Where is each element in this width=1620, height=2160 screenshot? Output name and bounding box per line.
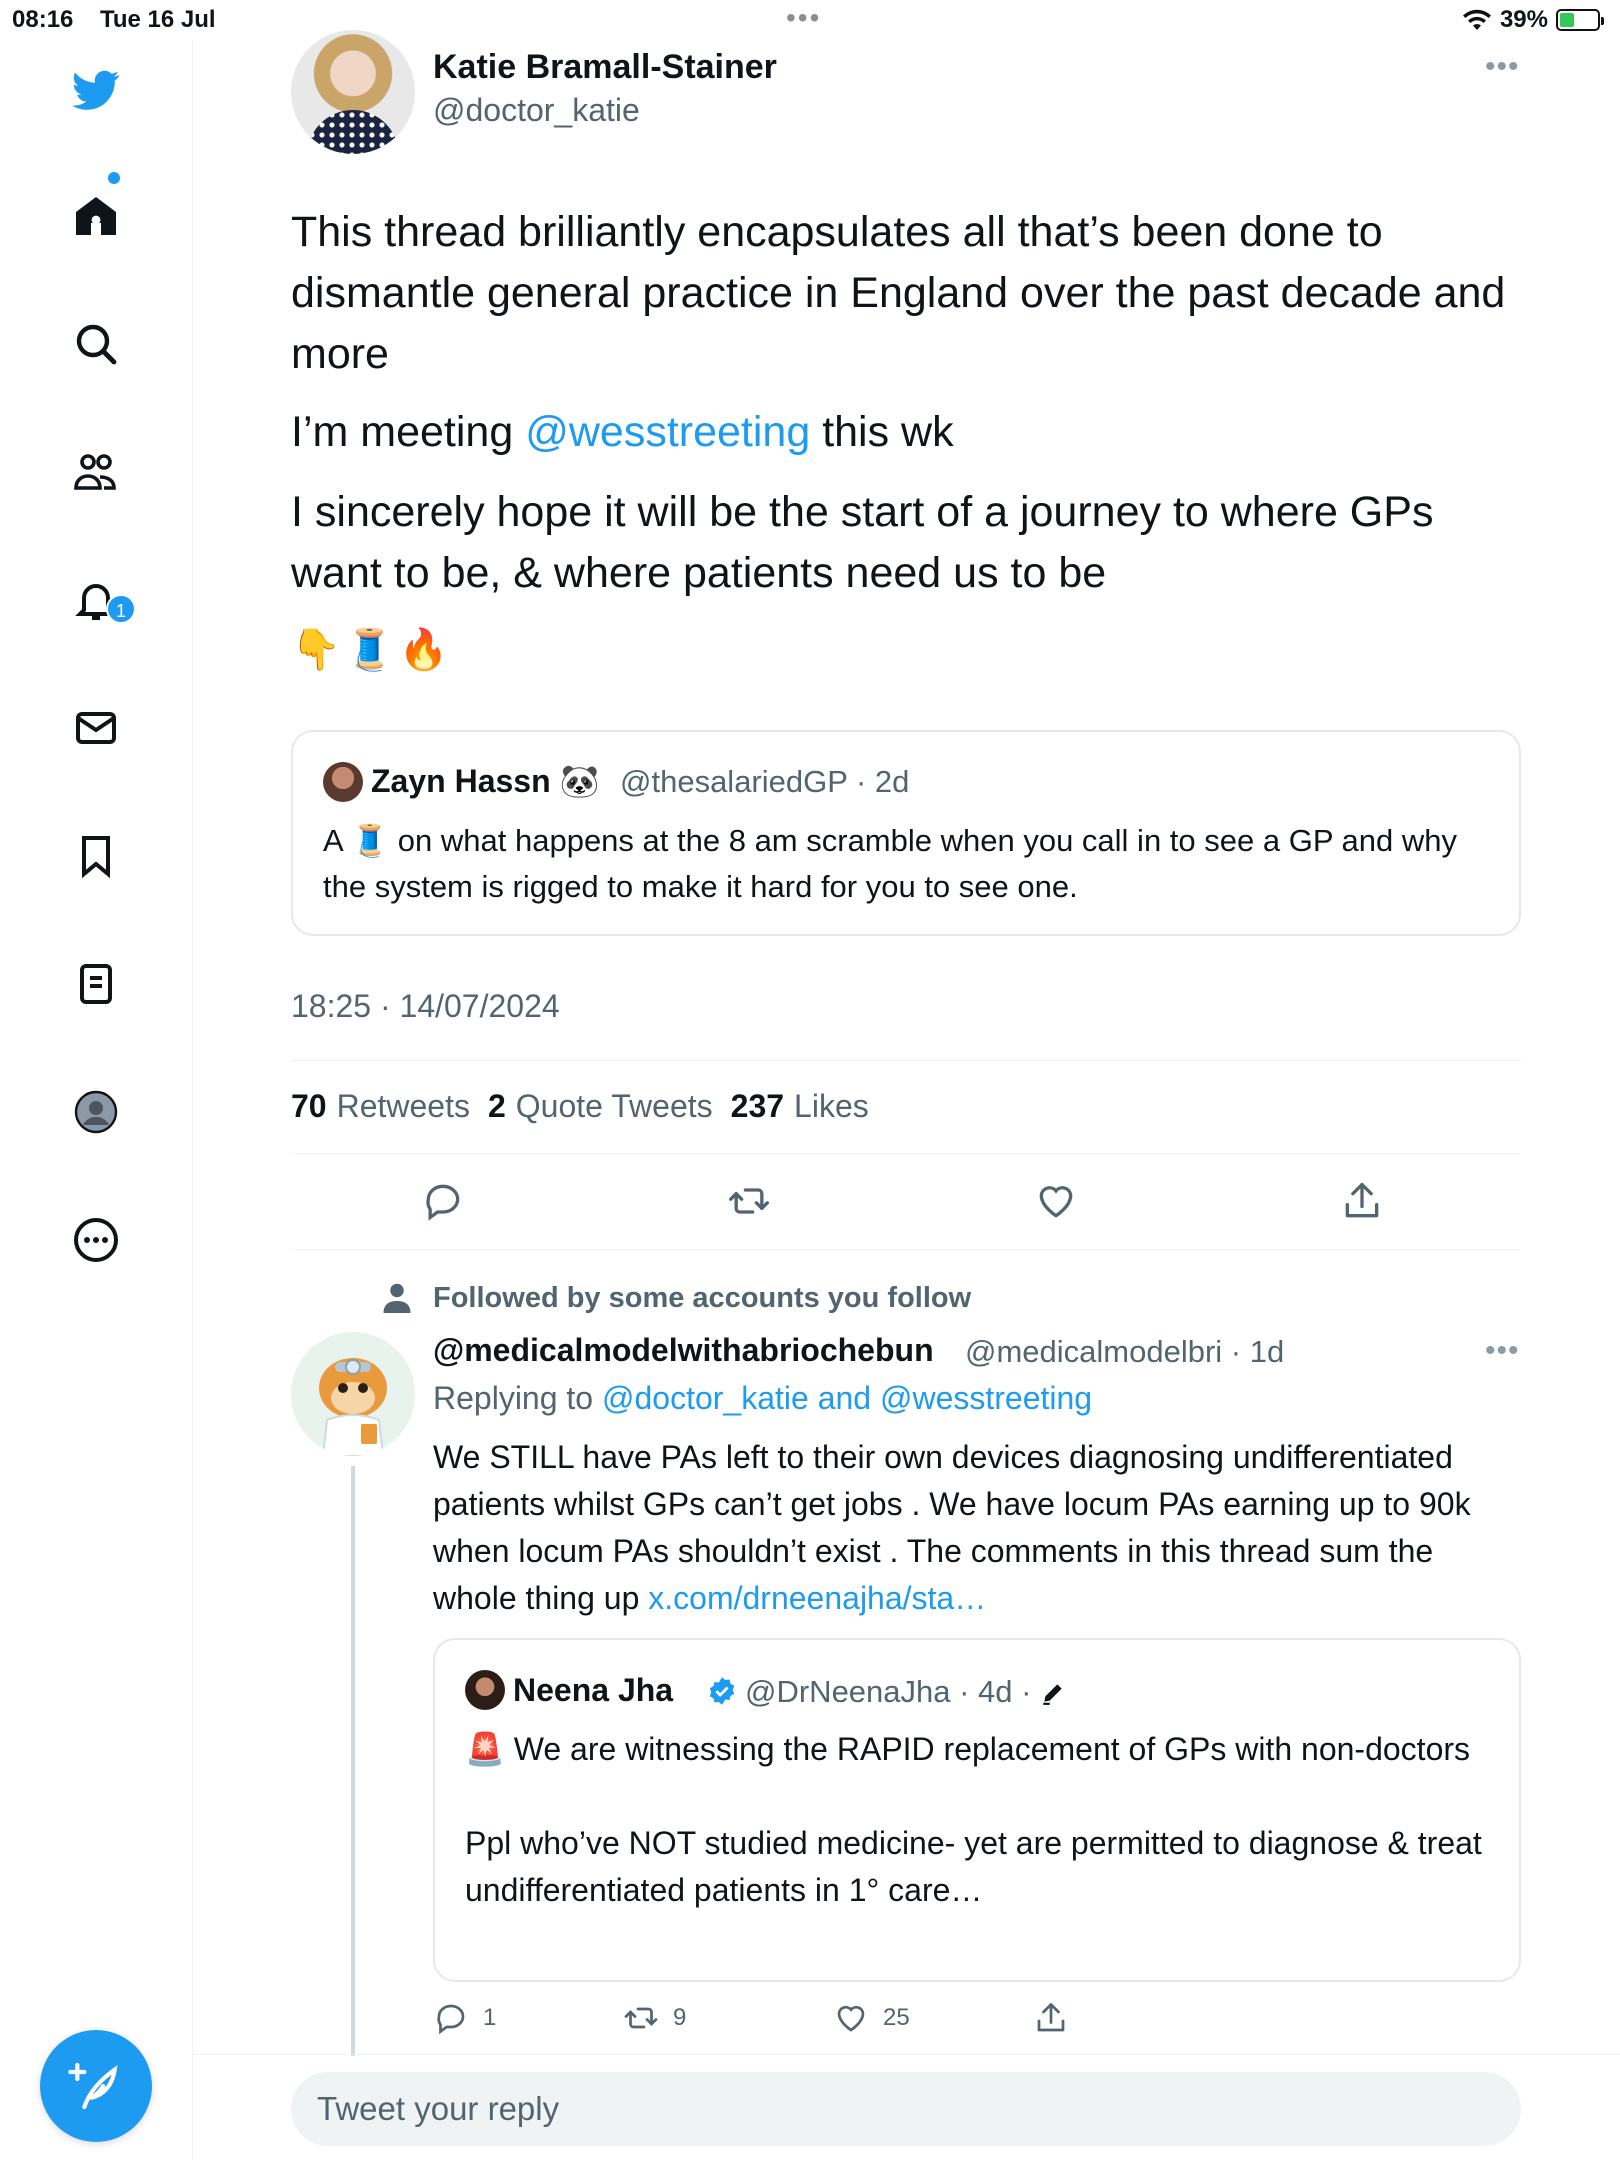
tweet-stats — [291, 1088, 869, 1125]
quoted-tweet-card[interactable] — [291, 730, 1521, 936]
replying-prefix: Replying to — [433, 1380, 602, 1416]
reply-text — [433, 1434, 1523, 1622]
retweets-label: Retweets — [336, 1088, 470, 1124]
reply-likes-count: 25 — [883, 2004, 910, 2031]
profile-avatar-icon[interactable] — [70, 1086, 122, 1138]
tweet-more-icon[interactable]: ••• — [1485, 50, 1520, 83]
home-icon[interactable] — [70, 190, 122, 242]
reply-icon — [433, 2000, 469, 2036]
tweet-timestamp[interactable]: 18:25 · 14/07/2024 — [291, 988, 560, 1024]
share-icon — [1033, 2000, 1069, 2036]
sidebar-nav — [0, 40, 193, 2160]
divider — [291, 1249, 1521, 1250]
tweet-paragraph-2-before: I’m meeting — [291, 408, 526, 456]
reply-url-link[interactable]: x.com/drneenajha/sta… — [648, 1580, 987, 1616]
reply-author-name[interactable]: @medicalmodelwithabriochebun — [433, 1332, 934, 1368]
social-context: Followed by some accounts you follow — [433, 1282, 972, 1314]
multitask-dots-icon[interactable]: ••• — [786, 2, 822, 33]
person-icon — [379, 1280, 415, 1316]
quoted-author-meta: @thesalariedGP · 2d — [620, 764, 910, 799]
more-options-icon[interactable] — [70, 1214, 122, 1266]
retweet-icon — [623, 2000, 659, 2036]
bookmarks-icon[interactable] — [70, 830, 122, 882]
feather-plus-icon — [68, 2058, 124, 2114]
nested-quote-line-2: Ppl who’ve NOT studied medicine- yet are permitted to diagnose & treat undifferentiated patients in 1° care… — [465, 1825, 1482, 1908]
reply-author-avatar[interactable] — [291, 1332, 415, 1456]
tweet-paragraph-1: This thread brilliantly encapsulates all that’s been done to dismantle general practice in England over the past decade and more — [291, 208, 1506, 378]
mention-link[interactable]: @wesstreeting — [525, 408, 811, 456]
reply-compose-box[interactable] — [291, 2072, 1521, 2146]
divider — [291, 1153, 1521, 1154]
home-notification-dot — [108, 172, 120, 184]
tweet-paragraph-2 — [291, 402, 1521, 463]
tweet-action-bar — [291, 1176, 1521, 1236]
quoted-author-name: Zayn Hassn 🐼 — [371, 763, 600, 799]
tweet-paragraph-3: I sincerely hope it will be the start of a journey to where GPs want to be, & where patients need us to be — [291, 488, 1434, 597]
twitter-logo-icon[interactable] — [70, 64, 122, 116]
tweet-paragraph-2-after: this wk — [810, 408, 954, 456]
like-heart-icon — [833, 2000, 869, 2036]
quoted-tweet-text: A 🧵 on what happens at the 8 am scramble when you call in to see a GP and why the system is rigged to make it hard for you to see one. — [323, 823, 1458, 904]
nested-quoted-tweet-card[interactable] — [433, 1638, 1521, 1982]
likes-label: Likes — [794, 1088, 869, 1124]
compose-tweet-button[interactable] — [40, 2030, 152, 2142]
replying-to — [433, 1380, 1092, 1417]
quotes-stat[interactable] — [488, 1088, 713, 1125]
tweet-emojis: 👇🧵🔥 — [291, 628, 453, 672]
like-heart-icon[interactable] — [1031, 1176, 1081, 1226]
reply-share-button[interactable] — [1033, 2000, 1069, 2036]
likes-stat[interactable] — [731, 1088, 869, 1125]
retweets-count: 70 — [291, 1088, 327, 1124]
reply-retweets-count: 9 — [673, 2004, 687, 2031]
thread-line — [351, 1466, 355, 2056]
notifications-badge: 1 — [106, 594, 136, 624]
nested-quote-text — [465, 1726, 1495, 1961]
reply-reply-button[interactable] — [433, 2000, 496, 2036]
author-avatar[interactable] — [291, 30, 415, 154]
reply-like-button[interactable] — [833, 2000, 910, 2036]
search-icon[interactable] — [70, 318, 122, 370]
battery-percent: 39% — [1499, 6, 1548, 33]
quoted-author-avatar — [323, 762, 363, 802]
author-handle[interactable]: @doctor_katie — [433, 92, 640, 128]
verified-badge-icon — [707, 1676, 737, 1706]
reply-body: We STILL have PAs left to their own devices diagnosing undifferentiated patients whilst GPs can’t get jobs . We have locum PAs earning up to 90k when locum PAs shouldn’t exist . The comments in this thread sum the whole thing up — [433, 1439, 1471, 1616]
author-name[interactable]: Katie Bramall-Stainer — [433, 48, 777, 86]
nested-quote-author-name: Neena Jha — [513, 1672, 674, 1708]
share-icon[interactable] — [1337, 1176, 1387, 1226]
messages-icon[interactable] — [70, 702, 122, 754]
nested-quote-meta — [745, 1674, 1066, 1710]
retweet-icon[interactable] — [724, 1176, 774, 1226]
reply-input[interactable] — [291, 2072, 1521, 2146]
reply-replies-count: 1 — [483, 2004, 497, 2031]
reply-action-bar — [433, 2000, 1153, 2044]
quotes-count: 2 — [487, 1088, 506, 1124]
reply-icon[interactable] — [418, 1176, 468, 1226]
replying-to-link[interactable]: @doctor_katie and @wesstreeting — [601, 1380, 1093, 1416]
reply-retweet-button[interactable] — [623, 2000, 686, 2036]
reply-more-icon[interactable]: ••• — [1485, 1334, 1520, 1367]
status-date: Tue 16 Jul — [100, 6, 216, 33]
edited-pencil-icon — [1040, 1680, 1066, 1706]
main-column — [193, 0, 1620, 2160]
retweets-stat[interactable] — [291, 1088, 470, 1125]
reply-author-meta: @medicalmodelbri · 1d — [965, 1334, 1285, 1369]
reply-box-divider — [193, 2054, 1620, 2055]
lists-icon[interactable] — [70, 958, 122, 1010]
nested-quote-avatar — [465, 1670, 505, 1710]
nested-quote-line-1: 🚨 We are witnessing the RAPID replacement of GPs with non-doctors — [465, 1731, 1471, 1767]
communities-icon[interactable] — [70, 446, 122, 498]
quotes-label: Quote Tweets — [515, 1088, 713, 1124]
divider — [291, 1060, 1521, 1061]
status-time: 08:16 — [12, 6, 74, 33]
nested-quote-handle-time: @DrNeenaJha · 4d · — [745, 1674, 1032, 1709]
likes-count: 237 — [730, 1088, 785, 1124]
